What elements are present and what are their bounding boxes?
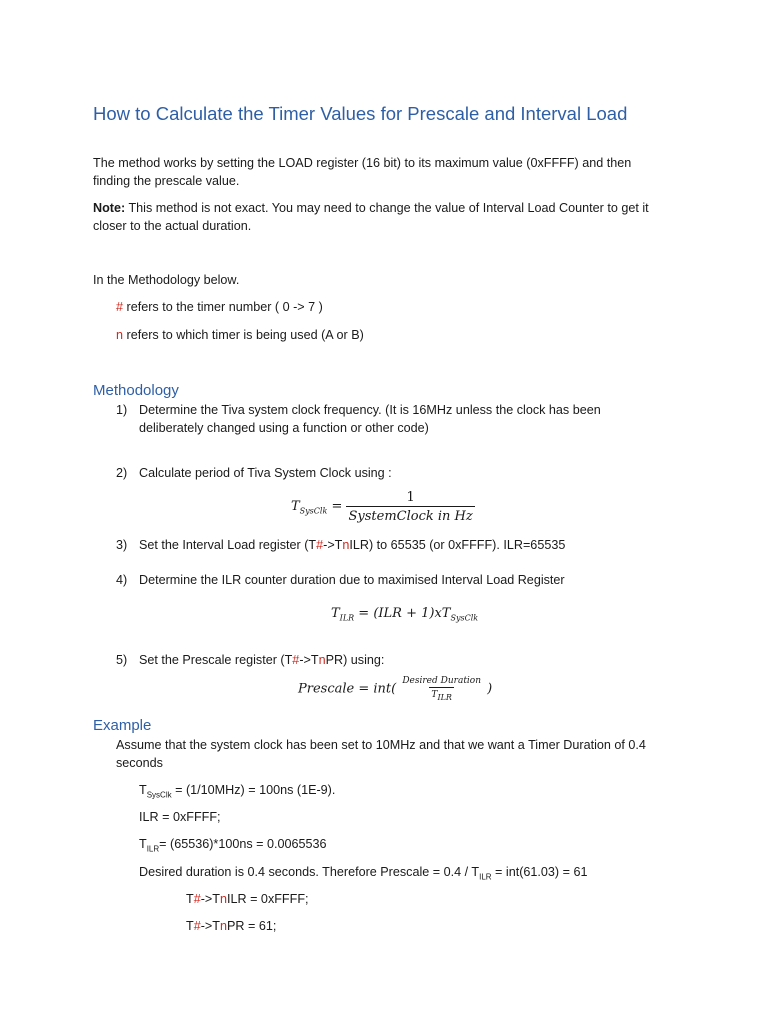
- eq1-numerator: 1: [406, 490, 415, 505]
- step-2-number: 2): [116, 466, 128, 480]
- step-1-line-1: Determine the Tiva system clock frequency. (It is 16MHz unless the clock has been: [139, 403, 601, 417]
- step-2: [116, 464, 392, 482]
- intro-line-1: The method works by setting the LOAD register (16 bit) to its maximum value (0xFFFF) and then: [93, 156, 632, 170]
- code1-c: ILR = 0xFFFF;: [226, 892, 309, 906]
- step-3-hash: #: [316, 538, 324, 552]
- code2-hash: #: [193, 919, 201, 933]
- step-5-hash: #: [292, 653, 300, 667]
- step-4-number: 4): [116, 573, 128, 587]
- equation-prescale: [298, 676, 492, 702]
- step-5-text-c: PR) using:: [325, 653, 385, 667]
- code2-c: PR = 61;: [226, 919, 277, 933]
- eq1-lhs: T: [291, 498, 300, 514]
- eq1-equals: =: [327, 498, 347, 514]
- intro-line-2: finding the prescale value.: [93, 174, 240, 188]
- hash-symbol: #: [116, 300, 124, 314]
- example-code-ilr: [186, 890, 309, 908]
- step-5-text-b: ->T: [299, 653, 319, 667]
- tilr-rest: = (65536)*100ns = 0.0065536: [159, 837, 327, 851]
- eq2-rhs-sub: SysClk: [450, 613, 479, 623]
- step-3-n: n: [342, 538, 350, 552]
- code2-a: T: [186, 919, 194, 933]
- step-1: [116, 401, 601, 437]
- desired-sub: ILR: [479, 872, 492, 882]
- code1-b: ->T: [200, 892, 220, 906]
- legend-n: [116, 326, 364, 344]
- eq3-close: ): [487, 681, 493, 697]
- eq3-denominator: T: [431, 690, 438, 700]
- example-desired: [139, 863, 587, 887]
- eq2-t-sub: ILR: [339, 613, 355, 623]
- example-intro: [116, 736, 646, 772]
- eq3-denominator-sub: ILR: [437, 692, 452, 702]
- code2-n: n: [219, 919, 227, 933]
- n-symbol: n: [116, 328, 124, 342]
- step-3-number: 3): [116, 538, 128, 552]
- equation-tilr: [331, 606, 478, 623]
- step-4-text: Determine the ILR counter duration due to maximised Interval Load Register: [139, 573, 565, 587]
- equation-tsysclk: [291, 490, 475, 524]
- eq1-denominator: SystemClock in Hz: [346, 506, 474, 524]
- step-2-text: Calculate period of Tiva System Clock using :: [139, 466, 392, 480]
- eq3-numerator: Desired Duration: [402, 676, 482, 686]
- tsys-t: T: [139, 783, 147, 797]
- tilr-sub: ILR: [146, 844, 160, 854]
- step-3: [116, 536, 565, 554]
- code2-b: ->T: [200, 919, 220, 933]
- legend-intro: In the Methodology below.: [93, 273, 240, 287]
- intro-paragraph: [93, 154, 631, 190]
- hash-description: refers to the timer number ( 0 -> 7 ): [123, 300, 323, 314]
- step-1-number: 1): [116, 403, 128, 417]
- step-3-text-b: ->T: [323, 538, 343, 552]
- note-label: Note:: [93, 201, 126, 215]
- step-1-line-2: deliberately changed using a function or other code): [139, 421, 429, 435]
- step-5-number: 5): [116, 653, 128, 667]
- tilr-t: T: [139, 837, 147, 851]
- example-line-2: seconds: [116, 756, 163, 770]
- example-tsysclk: [139, 781, 335, 805]
- note-paragraph: [93, 199, 649, 235]
- step-5-n: n: [318, 653, 326, 667]
- legend-hash: [116, 298, 323, 316]
- code1-a: T: [186, 892, 194, 906]
- note-line-2: closer to the actual duration.: [93, 219, 252, 233]
- example-heading: Example: [93, 717, 152, 734]
- note-line-1: This method is not exact. You may need to change the value of Interval Load Counter to get it: [125, 201, 649, 215]
- desired-text-b: = int(61.03) = 61: [491, 865, 588, 879]
- tsys-rest: = (1/10MHz) = 100ns (1E-9).: [171, 783, 336, 797]
- example-code-pr: [186, 917, 276, 935]
- n-description: refers to which timer is being used (A or B): [123, 328, 364, 342]
- eq2-rhs: = (ILR + 1)xT: [354, 606, 451, 621]
- code1-n: n: [219, 892, 227, 906]
- page-title: How to Calculate the Timer Values for Prescale and Interval Load: [93, 103, 628, 124]
- eq1-fraction: [346, 490, 474, 524]
- example-tilr: [139, 835, 327, 859]
- step-3-text-c: ILR) to 65535 (or 0xFFFF). ILR=65535: [349, 538, 566, 552]
- eq1-lhs-sub: SysClk: [299, 506, 328, 516]
- example-ilr: ILR = 0xFFFF;: [139, 810, 221, 824]
- code1-hash: #: [193, 892, 201, 906]
- methodology-heading: Methodology: [93, 382, 179, 399]
- step-4: [116, 571, 565, 589]
- desired-text-a: Desired duration is 0.4 seconds. Therefore Prescale = 0.4 / T: [139, 865, 480, 879]
- step-5: [116, 651, 384, 669]
- step-5-text-a: Set the Prescale register (T: [139, 653, 293, 667]
- eq2-t: T: [331, 606, 340, 621]
- eq3-fraction: [400, 676, 483, 702]
- tsys-sub: SysClk: [146, 790, 172, 800]
- eq3-lhs: Prescale = int(: [298, 681, 397, 697]
- example-line-1: Assume that the system clock has been set to 10MHz and that we want a Timer Duration of 0.4: [116, 738, 646, 752]
- step-3-text-a: Set the Interval Load register (T: [139, 538, 317, 552]
